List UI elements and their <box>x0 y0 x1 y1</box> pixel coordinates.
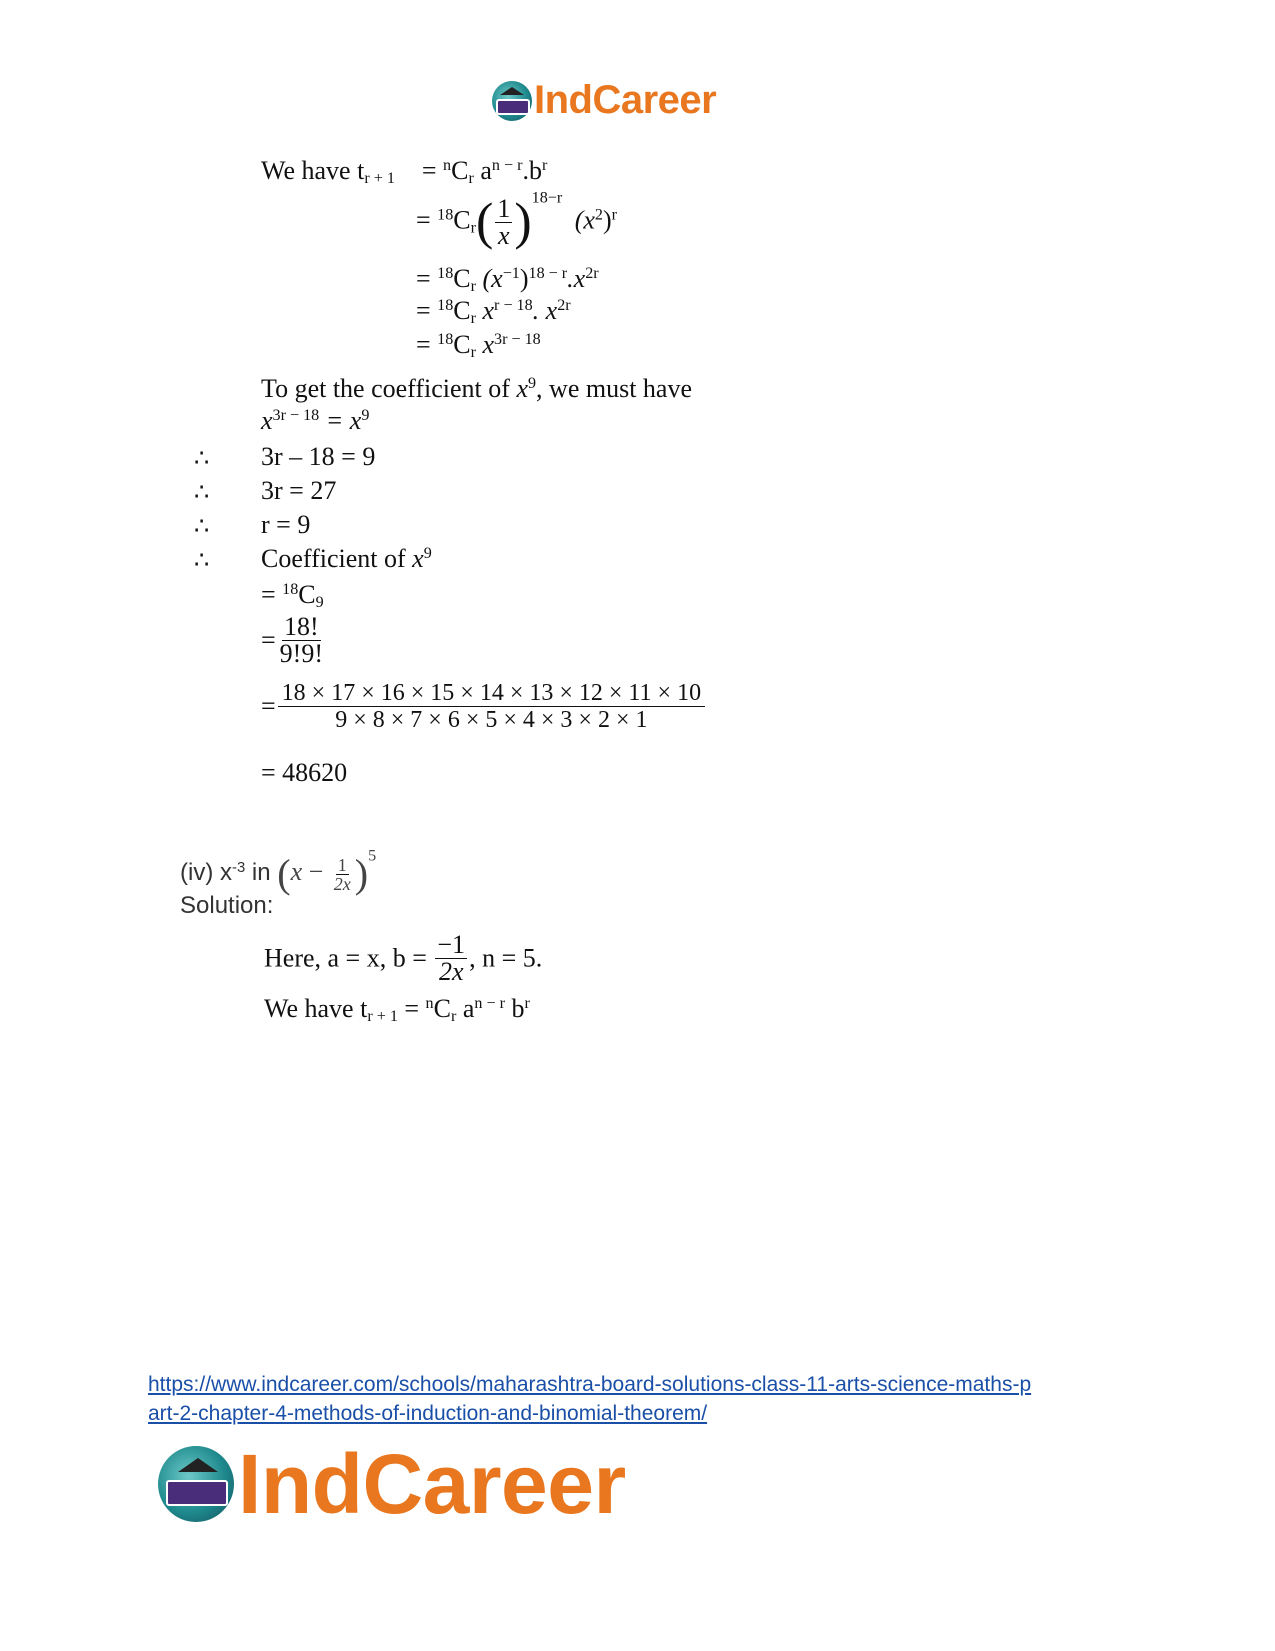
formula-line-5: = $^{18}C_r$ $x^{3r - 18}$ <box>416 330 541 362</box>
question-iv: (iv) $x^{-3}$ in (x − $\frac{1}{2x}$ )$^5$ <box>180 847 377 896</box>
step-3: r = 9 <box>261 510 311 539</box>
formula-line-4: = $^{18}C_r$ $x^{r - 18}$. $x^{2r}$ <box>416 296 571 328</box>
here-line: Here, a = x, b = $\frac{-1}{2x}$ , n = 5. <box>264 930 543 986</box>
step-2: 3r = 27 <box>261 476 337 505</box>
factorial-fraction: = $\frac{18!}{9!9!}$ <box>261 612 323 668</box>
formula-line-3: = $^{18}C_r$ $(x^{-1})^{18 - r}.x^{2r}$ <box>416 264 599 296</box>
footer-url-link-continued[interactable]: art-2-chapter-4-methods-of-induction-and-binomial-theorem/ <box>148 1402 708 1425</box>
expanded-fraction: = $\frac{18 \times 17 \times 16 \times 15 \times 14 \times 13 \times 12 \times 11 \times 10}{9 \times 8 \times 7 \times 6 \times 5 \times 4 \times 3 \times 2 \times 1}$ <box>261 680 707 733</box>
step-1: 3r – 18 = 9 <box>261 442 376 471</box>
formula-line-2: = $^{18}C_r$( $\frac{1}{x}$ )$^{18-r}$ $(x^2)^r$ <box>416 189 618 251</box>
combination-18-c-9: = $^{18}C_9$ <box>261 580 324 612</box>
result-48620: = 48620 <box>261 758 348 787</box>
logo-globe-icon <box>158 1446 234 1522</box>
exponent-equation: $x^{3r - 18} = x^9$ <box>261 406 370 435</box>
logo-text: IndCareer <box>238 1437 626 1531</box>
therefore-symbol-1: ∴ <box>194 446 210 472</box>
fraction-1-over-x: $\frac{1}{x}$ <box>497 194 511 250</box>
therefore-symbol-3: ∴ <box>194 514 210 540</box>
logo-globe-icon <box>492 81 532 121</box>
general-term-line: We have $t_{r + 1} = ^nC_r$ $a^{n - r}$ $b^r$ <box>264 994 530 1026</box>
formula-line-1: We have $t_{r + 1} = ^nC_r$ $a^{n - r}.b^r$ <box>261 156 548 188</box>
solution-label: Solution: <box>180 892 274 919</box>
therefore-symbol-2: ∴ <box>194 480 210 506</box>
footer-url-link[interactable]: https://www.indcareer.com/schools/maharashtra-board-solutions-class-11-arts-science-maths-p <box>148 1373 1032 1396</box>
header-logo <box>492 78 716 123</box>
logo-text: IndCareer <box>534 78 717 122</box>
coefficient-sentence: To get the coefficient of $x^9$, we must have <box>261 374 693 403</box>
therefore-symbol-4: ∴ <box>194 548 210 574</box>
footer-logo <box>158 1437 626 1531</box>
step-4: Coefficient of $x^9$ <box>261 544 432 573</box>
